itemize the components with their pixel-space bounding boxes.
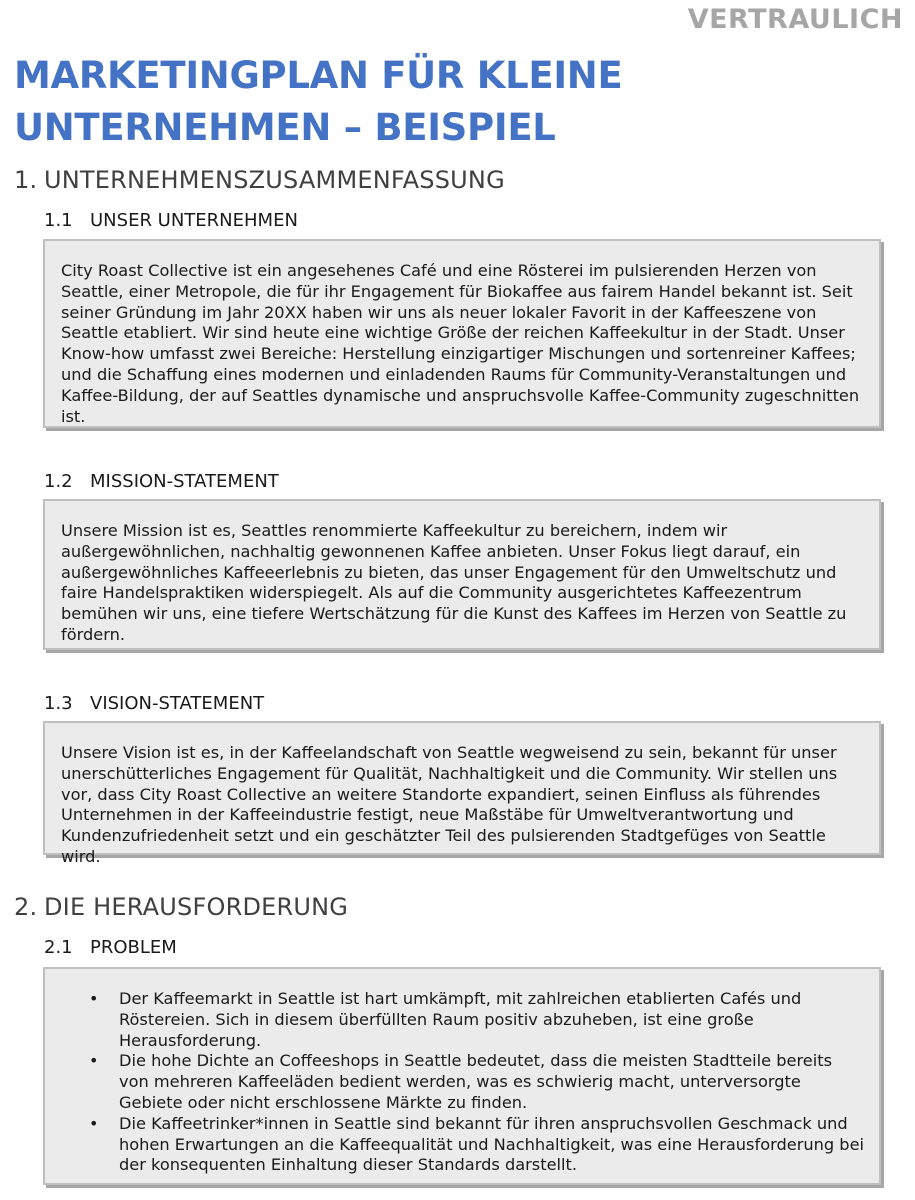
section-heading-2 (14, 893, 348, 921)
subsection-title: MISSION-STATEMENT (90, 471, 279, 492)
company-description: City Roast Collective ist ein angesehenes Café und eine Rösterei im pulsierenden Herzen von Seattle, einer Metropole, die für ihr Engagement für Biokaffee aus fairem Handel bekannt ist. Seit seiner Gründung im Jahr 20XX haben wir uns als neuer lokaler Favorit in der Kaffeeszene von Seattle etabliert. Wir sind heute eine wichtige Größe der reichen Kaffeekultur in der Stadt. Unser Know-how umfasst zwei Bereiche: Herstellung einzigartiger Mischungen und sortenreiner Kaffees; und die Schaffung eines modernen und einladenden Raums für Community-Veranstaltungen und Kaffee-Bildung, der auf Seattles dynamische und anspruchsvolle Kaffee-Community zugeschnitten ist. (61, 261, 860, 426)
document-title: MARKETINGPLAN FÜR KLEINE UNTERNEHMEN – BEISPIEL (14, 54, 623, 149)
confidential-label: VERTRAULICH (687, 4, 903, 35)
subsection-number: 2.1 (44, 937, 73, 958)
subsection-number: 1.2 (44, 471, 73, 492)
list-item-text: Die Kaffeetrinker*innen in Seattle sind bekannt für ihren anspruchsvollen Geschmack und hohen Erwartungen an die Kaffeequalität und Nachhaltigkeit, was eine Herausforderung bei der konsequenten Einhaltung dieser Standards darstellt. (119, 1113, 865, 1175)
subsection-number: 1.1 (44, 210, 73, 231)
bullet-icon: • (89, 1051, 99, 1071)
section-number: 1. (14, 166, 38, 194)
list-item (61, 989, 865, 1051)
subsection-heading-2-1 (44, 937, 177, 958)
bullet-icon: • (89, 1113, 99, 1133)
section-heading-1 (14, 166, 505, 194)
subsection-title: VISION-STATEMENT (90, 693, 265, 714)
subsection-heading-1-2 (44, 471, 279, 492)
list-item (61, 1114, 865, 1176)
subsection-heading-1-1 (44, 210, 298, 231)
section-title: UNTERNEHMENSZUSAMMENFASSUNG (44, 166, 505, 194)
bullet-icon: • (89, 989, 99, 1008)
section-number: 2. (14, 893, 38, 921)
subsection-number: 1.3 (44, 693, 73, 714)
subsection-title: PROBLEM (90, 937, 177, 958)
vision-text-box (43, 721, 881, 866)
mission-description: Unsere Mission ist es, Seattles renommierte Kaffeekultur zu bereichern, indem wir außergewöhnlichen, nachhaltig gewonnenen Kaffee anbieten. Unser Fokus liegt darauf, ein außergewöhnliches Kaffeeerlebnis zu bieten, das unser Engagement für den Umweltschutz und faire Handelspraktiken widerspiegelt. Als auf die Community ausgerichtetes Kaffeezentrum bemühen wir uns, eine tiefere Wertschätzung für die Kunst des Kaffees im Herzen von Seattle zu fördern. (61, 521, 847, 644)
mission-text-box (43, 499, 881, 650)
section-title: DIE HERAUSFORDERUNG (44, 893, 349, 921)
problem-list (61, 989, 865, 1176)
subsection-title: UNSER UNTERNEHMEN (90, 210, 298, 231)
vision-description: Unsere Vision ist es, in der Kaffeelandschaft von Seattle wegweisend zu sein, bekannt für unser unerschütterliches Engagement für Qualität, Nachhaltigkeit und die Community. Wir stellen uns vor, dass City Roast Collective an weitere Standorte expandiert, seinen Einfluss als führendes Unternehmen in der Kaffeeindustrie festigt, neue Maßstäbe für Umweltverantwortung und Kundenzufriedenheit setzt und ein geschätzter Teil des pulsierenden Stadtgefüges von Seattle wird. (61, 743, 838, 866)
subsection-heading-1-3 (44, 693, 264, 714)
list-item-text: Die hohe Dichte an Coffeeshops in Seattle bedeutet, dass die meisten Stadtteile bereits von mehreren Kaffeeläden bedient werden, was es schwierig macht, unterversorgte Gebiete oder nicht erschlossene Märkte zu finden. (119, 1051, 833, 1112)
list-item-text: Der Kaffeemarkt in Seattle ist hart umkämpft, mit zahlreichen etablierten Cafés und Röstereien. Sich in diesem überfüllten Raum positiv abzuheben, ist eine große Herausforderung. (119, 989, 802, 1050)
problem-text-box (43, 967, 881, 1185)
company-text-box (43, 239, 881, 428)
list-item (61, 1051, 865, 1113)
